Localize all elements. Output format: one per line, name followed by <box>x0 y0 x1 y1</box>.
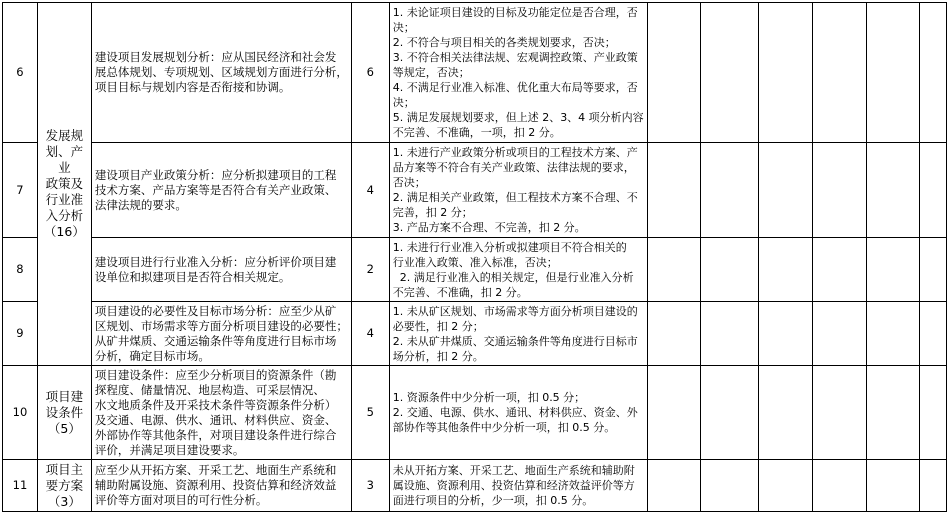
score-cell: 6 <box>351 3 389 143</box>
table-row <box>3 238 947 302</box>
score-cell: 3 <box>351 460 389 512</box>
blank-cell <box>812 3 867 143</box>
requirement-cell: 应至少从开拓方案、开采工艺、地面生产系统和 辅助附属设施、资源利用、投资估算和经济效益 评价等方面对项目的可行性分析。 <box>91 460 351 512</box>
table-row <box>3 143 947 238</box>
standard-cell: 1. 未论证项目建设的目标及功能定位是否合理，否 决； 2. 不符合与项目相关的各类规划要求，否决； 3. 不符合相关法律法规、宏观调控政策、产业政策 等规定，否决； 4. 不满足行业准入标准、优化重大布局等要求，否 决； 5. 满足发展规划要求，但上述 2、3、4 项分析内容 不完善、不准确，一项，扣 2 分。 <box>389 3 647 143</box>
blank-cell <box>759 302 813 366</box>
blank-cell <box>812 238 867 302</box>
blank-cell <box>759 143 813 238</box>
standard-cell: 未从开拓方案、开采工艺、地面生产系统和辅助附 属设施、资源利用、投资估算和经济效益评价等方 面进行项目的分析，少一项，扣 0.5 分。 <box>389 460 647 512</box>
row-number: 7 <box>3 143 38 238</box>
blank-cell <box>920 143 947 238</box>
blank-cell <box>647 238 701 302</box>
blank-cell <box>647 460 701 512</box>
score-cell: 4 <box>351 143 389 238</box>
blank-cell <box>647 143 701 238</box>
row-number: 10 <box>3 366 38 460</box>
table-row <box>3 366 947 460</box>
row-number: 11 <box>3 460 38 512</box>
blank-cell <box>812 460 867 512</box>
blank-cell <box>920 460 947 512</box>
blank-cell <box>759 238 813 302</box>
blank-cell <box>920 238 947 302</box>
category-cell: 项目主 要方案 （3） <box>37 460 91 512</box>
blank-cell <box>812 143 867 238</box>
blank-cell <box>867 143 920 238</box>
blank-cell <box>701 143 759 238</box>
blank-cell <box>647 302 701 366</box>
requirement-cell: 项目建设条件：应至少分析项目的资源条件（勘 探程度、储量情况、地层构造、可采层情况、 水文地质条件及开采技术条件等资源条件分析） 及交通、电源、供水、通讯、材料供应、资金、 外部协作等其他条件，对项目建设条件进行综合 评价，并满足项目建设要求。 <box>91 366 351 460</box>
requirement-cell: 建设项目产业政策分析：应分析拟建项目的工程 技术方案、产品方案等是否符合有关产业政策、 法律法规的要求。 <box>91 143 351 238</box>
blank-cell <box>867 238 920 302</box>
blank-cell <box>647 366 701 460</box>
blank-cell <box>867 460 920 512</box>
score-cell: 4 <box>351 302 389 366</box>
standard-cell: 1. 资源条件中少分析一项，扣 0.5 分； 2. 交通、电源、供水、通讯、材料供应、资金、外 部协作等其他条件中少分析一项，扣 0.5 分。 <box>389 366 647 460</box>
blank-cell <box>920 302 947 366</box>
table-row <box>3 460 947 512</box>
blank-cell <box>812 366 867 460</box>
standard-cell: 1. 未进行产业政策分析或项目的工程技术方案、产 品方案等不符合有关产业政策、法律法规的要求， 否决； 2. 满足相关产业政策，但工程技术方案不合理、不 完善，扣 2 分； 3. 产品方案不合理、不完善，扣 2 分。 <box>389 143 647 238</box>
blank-cell <box>701 3 759 143</box>
category-cell: 项目建 设条件 （5） <box>37 366 91 460</box>
requirement-cell: 项目建设的必要性及目标市场分析：应至少从矿 区规划、市场需求等方面分析项目建设的必要性； 从矿井煤质、交通运输条件等角度进行目标市场 分析，确定目标市场。 <box>91 302 351 366</box>
blank-cell <box>759 366 813 460</box>
blank-cell <box>867 3 920 143</box>
table-row <box>3 3 947 143</box>
row-number: 8 <box>3 238 38 302</box>
blank-cell <box>920 366 947 460</box>
row-number: 9 <box>3 302 38 366</box>
blank-cell <box>759 3 813 143</box>
blank-cell <box>920 3 947 143</box>
requirement-cell: 建设项目进行行业准入分析：应分析评价项目建 设单位和拟建项目是否符合相关规定。 <box>91 238 351 302</box>
blank-cell <box>759 460 813 512</box>
blank-cell <box>812 302 867 366</box>
category-cell: 发展规 划、产业 政策及 行业准 入分析 （16） <box>37 3 91 366</box>
score-cell: 2 <box>351 238 389 302</box>
requirement-cell: 建设项目发展规划分析：应从国民经济和社会发 展总体规划、专项规划、区域规划方面进行分析， 项目目标与规划内容是否衔接和协调。 <box>91 3 351 143</box>
standard-cell: 1. 未进行行业准入分析或拟建项目不符合相关的 行业准入政策、准入标准，否决； 2. 满足行业准入的相关规定，但是行业准入分析 不完善、不准确，扣 2 分。 <box>389 238 647 302</box>
table-row <box>3 302 947 366</box>
blank-cell <box>647 3 701 143</box>
blank-cell <box>867 366 920 460</box>
blank-cell <box>867 302 920 366</box>
blank-cell <box>701 366 759 460</box>
standard-cell: 1. 未从矿区规划、市场需求等方面分析项目建设的 必要性，扣 2 分； 2. 未从矿井煤质、交通运输条件等角度进行目标市 场分析，扣 2 分。 <box>389 302 647 366</box>
row-number: 6 <box>3 3 38 143</box>
blank-cell <box>701 460 759 512</box>
evaluation-table <box>2 2 947 512</box>
blank-cell <box>701 302 759 366</box>
blank-cell <box>701 238 759 302</box>
score-cell: 5 <box>351 366 389 460</box>
